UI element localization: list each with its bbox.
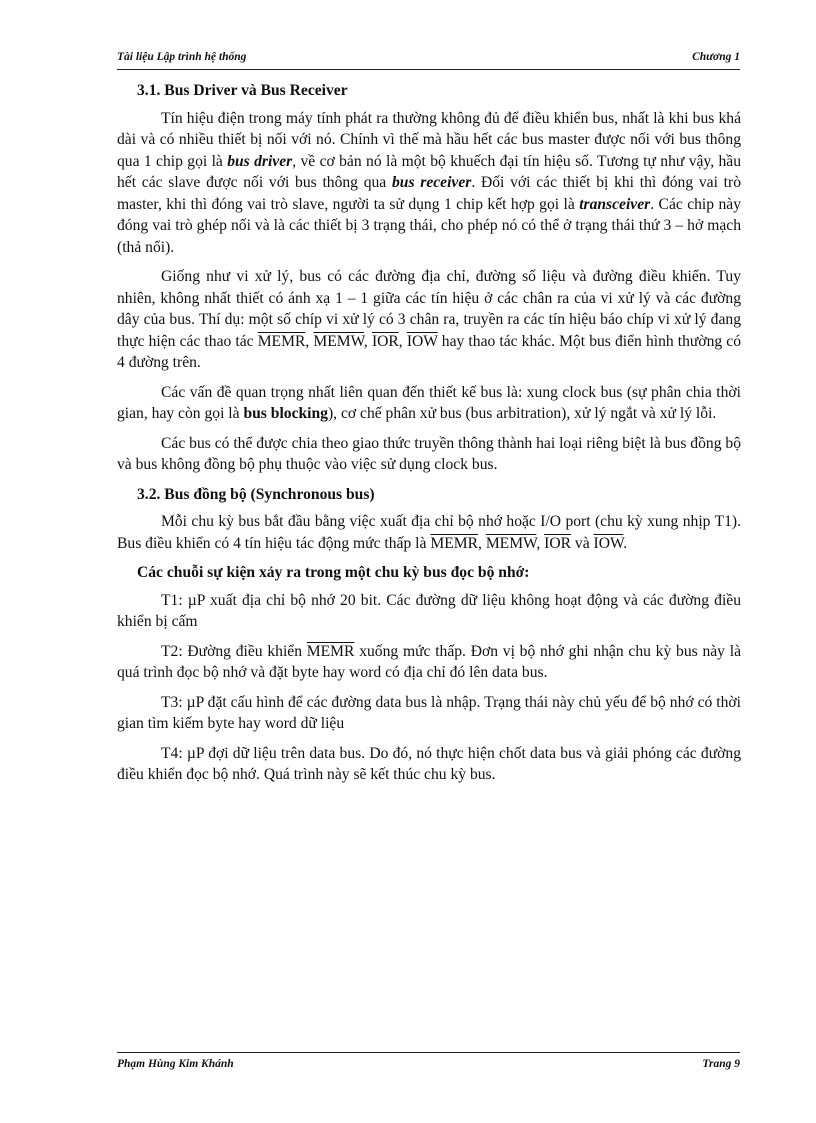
signal-memr: MEMR bbox=[306, 642, 355, 660]
term-transceiver: transceiver bbox=[579, 195, 651, 213]
subsection-heading: Các chuỗi sự kiện xảy ra trong một chu kỳ bus đọc bộ nhớ: bbox=[137, 564, 530, 581]
header-rule bbox=[117, 69, 740, 70]
step-t1: T1: µP xuất địa chỉ bộ nhớ 20 bit. Các đường dữ liệu không hoạt động và các đường điều khiển bị cấm bbox=[117, 591, 741, 630]
signal-memw: MEMW bbox=[485, 534, 537, 552]
footer-rule bbox=[117, 1052, 740, 1053]
signal-ior: $\overline{IOR}$ bbox=[371, 332, 399, 350]
section-heading: 3.2. Bus đồng bộ (Synchronous bus) bbox=[137, 485, 375, 503]
signal-memr: MEMR bbox=[430, 534, 479, 552]
term-bus-receiver: bus receiver bbox=[391, 174, 472, 191]
term-bus-driver: bus driver bbox=[227, 152, 293, 170]
signal-ior: $\overline{IOR}$ bbox=[544, 534, 572, 552]
page-body bbox=[117, 80, 741, 794]
step-t4: T4: µP đợi dữ liệu trên data bus. Do đó, nó thực hiện chốt data bus và giải phóng các đường điều khiển đọc bộ nhớ. Quá trình này sẽ kết thúc chu kỳ bus. bbox=[117, 744, 741, 783]
step-t3: T3: µP đặt cấu hình để các đường data bus là nhập. Trạng thái này chủ yếu để bộ nhớ có thời gian tìm kiếm byte hay word dữ liệu bbox=[117, 693, 741, 732]
footer-author: Phạm Hùng Kim Khánh bbox=[117, 1058, 234, 1070]
signal-memw: MEMW bbox=[313, 332, 364, 350]
paragraph: Giống như vi xử lý, bus có các đường địa chỉ, đường số liệu và đường điều khiển. Tuy nhiên, không nhất thiết có ánh xạ 1 – 1 giữa các tín hiệu ở các chân ra của vi xử lý và các đường dây của bus. Thí dụ: một số chíp vi xử lý có 3 chân ra, truyền ra các tín hiệu báo chíp vi xử lý đang thực hiện các thao tác MEMR, MEMW, $\overline{IOR}$, $\overline{IOW}$ hay thao tác khác. Một bus điển hình thường có 4 đường trên. bbox=[117, 268, 742, 371]
section-heading: 3.1. Bus Driver và Bus Receiver bbox=[137, 82, 348, 99]
header-doc-title: Tài liệu Lập trình hệ thống bbox=[117, 51, 247, 63]
paragraph: Các vấn đề quan trọng nhất liên quan đến thiết kế bus là: xung clock bus (sự phân chia thời gian, hay còn gọi là bus blocking), cơ chế phân xử bus (bus arbitration), xử lý ngắt và xử lý lỗi. bbox=[117, 383, 741, 422]
signal-memr: MEMR bbox=[257, 332, 306, 350]
step-t2: T2: Đường điều khiển MEMR xuống mức thấp. Đơn vị bộ nhớ ghi nhận chu kỳ bus này là quá trình đọc bộ nhớ và đặt byte hay word có địa chỉ đó lên data bus. bbox=[117, 642, 741, 681]
signal-iow: $\overline{IOW}$ bbox=[593, 534, 624, 552]
footer-page-number: Trang 9 bbox=[702, 1058, 740, 1070]
signal-iow: $\overline{IOW}$ bbox=[406, 332, 438, 350]
term-bus-blocking: bus blocking bbox=[243, 405, 328, 422]
paragraph: Các bus có thể được chia theo giao thức truyền thông thành hai loại riêng biệt là bus đồng bộ và bus không đồng bộ phụ thuộc vào việc sử dụng clock bus. bbox=[117, 434, 741, 473]
header-chapter: Chương 1 bbox=[692, 51, 740, 63]
paragraph: Tín hiệu điện trong máy tính phát ra thường không đủ để điều khiển bus, nhất là khi bus khá dài và có nhiều thiết bị nối với nó. Chính vì thế mà hầu hết các bus master được nối với bus thông qua 1 chip gọi là bus driver, về cơ bản nó là một bộ khuếch đại tín hiệu số. Tương tự như vậy, hầu hết các slave được nối với bus thông qua bus receiver. Đối với các thiết bị khi thì đóng vai trò master, khi thì đóng vai trò slave, người ta sử dụng 1 chip kết hợp gọi là transceiver. Các chip này đóng vai trò ghép nối và là các thiết bị 3 trạng thái, cho phép nó có thể ở trạng thái thứ 3 – hở mạch (thả nổi). bbox=[117, 109, 741, 256]
paragraph: Mỗi chu kỳ bus bắt đầu bằng việc xuất địa chỉ bộ nhớ hoặc I/O port (chu kỳ xung nhịp T1). Bus điều khiển có 4 tín hiệu tác động mức thấp là MEMR, MEMW, $\overline{IOR}$ và $\overline{IOW}$. bbox=[117, 513, 741, 552]
